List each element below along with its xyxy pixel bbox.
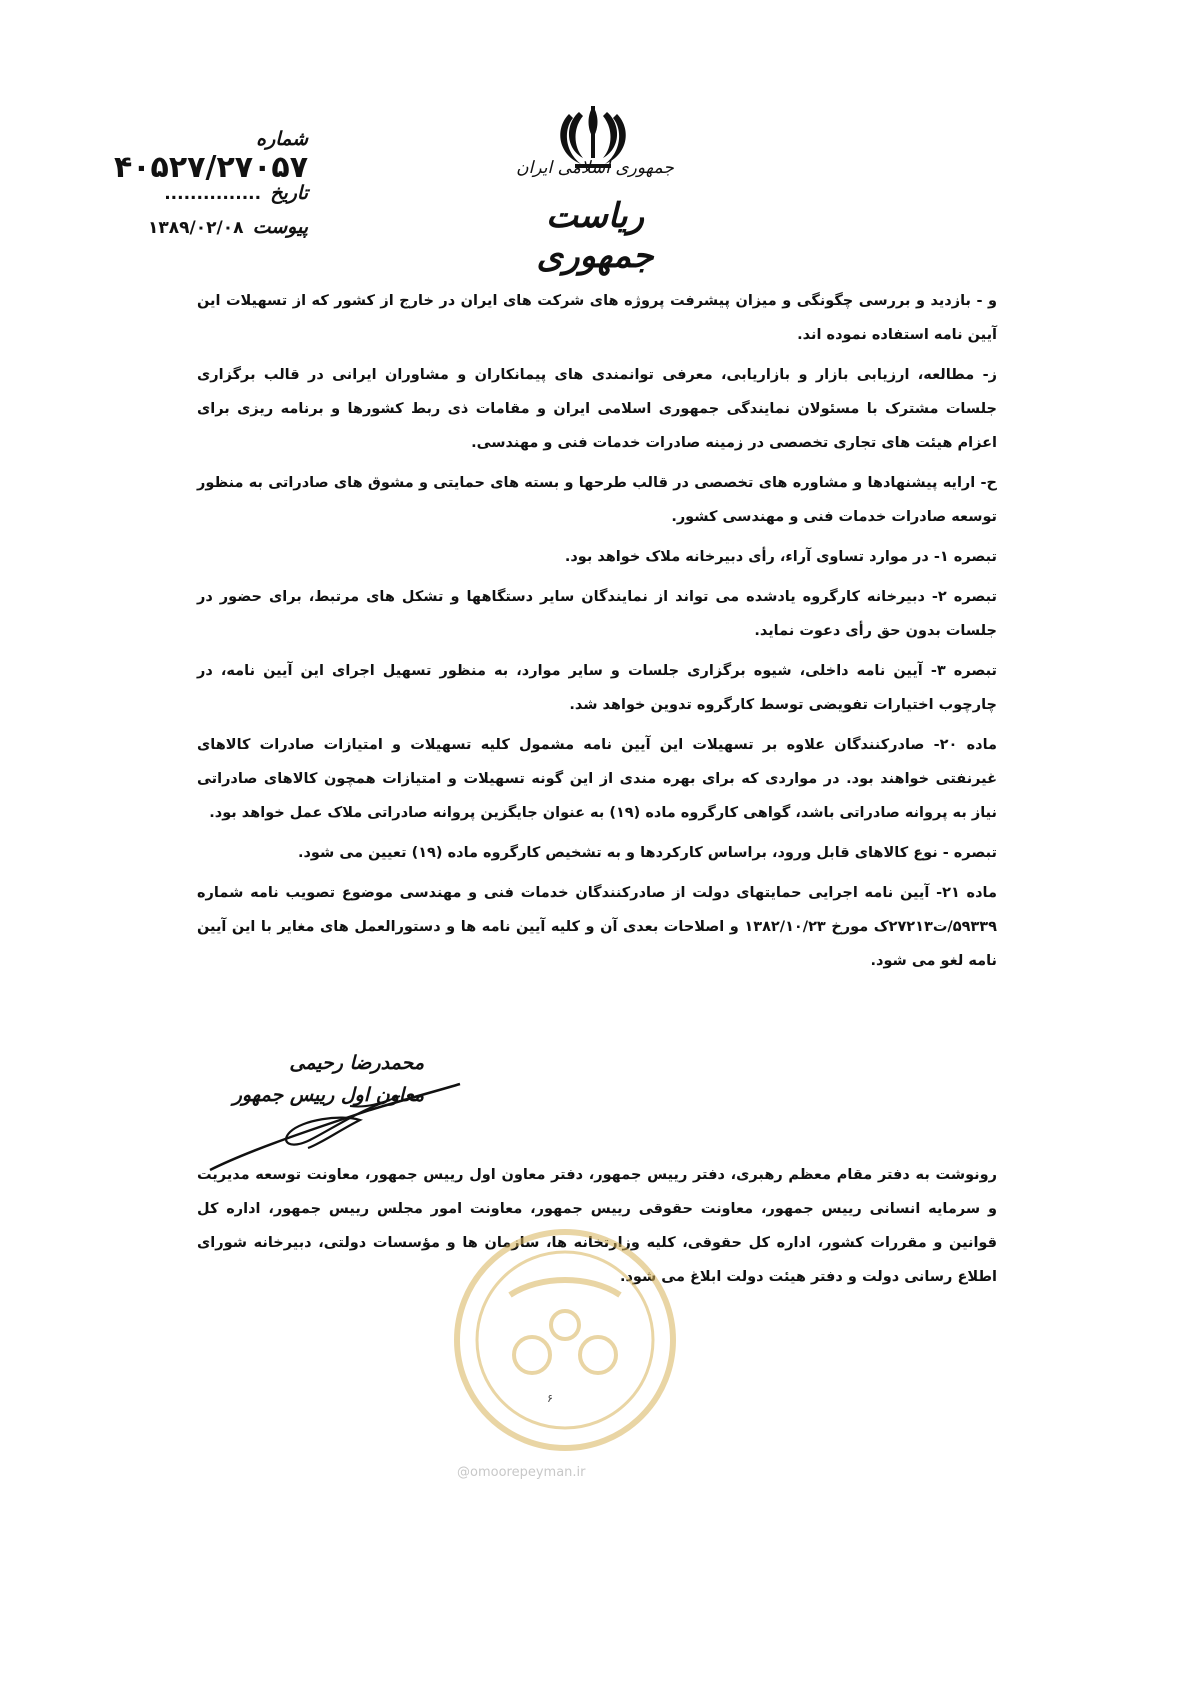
letter-date-value: ...............	[164, 184, 262, 204]
seal-stamp-icon	[450, 1225, 680, 1455]
watermark: @omoorepeyman.ir	[457, 1465, 586, 1480]
letterhead-presidency: ریاست جمهوری	[536, 196, 654, 276]
letter-attachment-label: پیوست	[252, 216, 308, 238]
signatory-name: محمدرضا رحیمی	[289, 1052, 424, 1074]
paragraph: و - بازدید و بررسی چگونگی و میزان پیشرفت پروژه های شرکت های ایران در خارج از کشور که از تسهیلات این آیین نامه استفاده نموده اند.	[197, 293, 997, 343]
paragraph: تبصره ۱- در موارد تساوی آراء، رأی دبیرخانه ملاک خواهد بود.	[564, 549, 997, 565]
letter-date	[108, 182, 308, 204]
letterhead-republic: جمهوری اسلامی ایران	[516, 158, 674, 178]
paragraph: ح- ارایه پیشنهادها و مشاوره های تخصصی در قالب طرحها و بسته های حمایتی و مشوق های صادراتی به منظور توسعه صادرات خدمات فنی و مهندسی کشور.	[197, 475, 997, 525]
paragraph: تبصره - نوع کالاهای قابل ورود، براساس کارکردها و به تشخیص کارگروه ماده (۱۹) تعیین می شود.	[297, 845, 997, 861]
signatory-title: معاون اول رییس جمهور	[232, 1084, 424, 1106]
letter-number	[108, 128, 308, 185]
paragraph: ماده ۲۱- آیین نامه اجرایی حمایتهای دولت از صادرکنندگان خدمات فنی و مهندسی موضوع تصویب نامه شماره ۵۹۳۳۹/ت۲۷۲۱۳ک مورخ ۱۳۸۲/۱۰/۲۳ و اصلاحات بعدی آن و کلیه آیین نامه ها و دستورالعمل های مغایر با این آیین نامه لغو می شود.	[197, 885, 997, 969]
paragraph: تبصره ۲- دبیرخانه کارگروه یادشده می تواند از نمایندگان سایر دستگاهها و تشکل های مرتبط، برای حضور در جلسات بدون حق رأی دعوت نماید.	[197, 589, 998, 639]
document-body	[197, 284, 997, 984]
paragraph: تبصره ۳- آیین نامه داخلی، شیوه برگزاری جلسات و سایر موارد، به منظور تسهیل اجرای این آیین نامه، در چارچوب اختیارات تفویضی توسط کارگروه تدوین خواهد شد.	[197, 663, 997, 713]
letter-number-label: شماره	[256, 128, 308, 150]
paragraph: ز- مطالعه، ارزیابی بازار و بازاریابی، معرفی توانمندی های پیمانکاران و مشاوران ایرانی در قالب برگزاری جلسات مشترک با مسئولان نمایندگی جمهوری اسلامی ایران و مقامات ذی ربط کشورها و برنامه ریزی برای اعزام هیئت های تجاری تخصصی در زمینه صادرات خدمات فنی و مهندسی.	[197, 367, 997, 451]
letter-attachment-value: ۱۳۸۹/۰۲/۰۸	[148, 218, 244, 238]
letter-attachment	[108, 216, 308, 238]
page-number: ۶	[547, 1392, 553, 1405]
letter-number-value: ۴۰۵۲۷/۲۷۰۵۷	[113, 150, 308, 185]
letter-date-label: تاریخ	[270, 182, 308, 204]
paragraph: ماده ۲۰- صادرکنندگان علاوه بر تسهیلات این آیین نامه مشمول کلیه تسهیلات و امتیازات صادرات کالاهای غیرنفتی خواهند بود. در مواردی که برای بهره مندی از این گونه تسهیلات و امتیازات همچون کالاهای صادراتی نیاز به پروانه صادراتی باشد، گواهی کارگروه ماده (۱۹) به عنوان جایگزین پروانه صادراتی ملاک عمل خواهد بود.	[197, 737, 997, 821]
copy-notice: رونوشت به دفتر مقام معظم رهبری، دفتر رییس جمهور، دفتر معاون اول رییس جمهور، معاونت توسعه مدیریت و سرمایه انسانی رییس جمهور، معاونت حقوقی رییس جمهور، معاونت امور مجلس رییس جمهور، اداره کل قوانین و مقررات کشور، اداره کل حقوقی، کلیه وزارتخانه ها، سازمان ها و مؤسسات دولتی، دبیرخانه شورای اطلاع رسانی دولت و دفتر هیئت دولت ابلاغ می شود.	[197, 1167, 997, 1285]
